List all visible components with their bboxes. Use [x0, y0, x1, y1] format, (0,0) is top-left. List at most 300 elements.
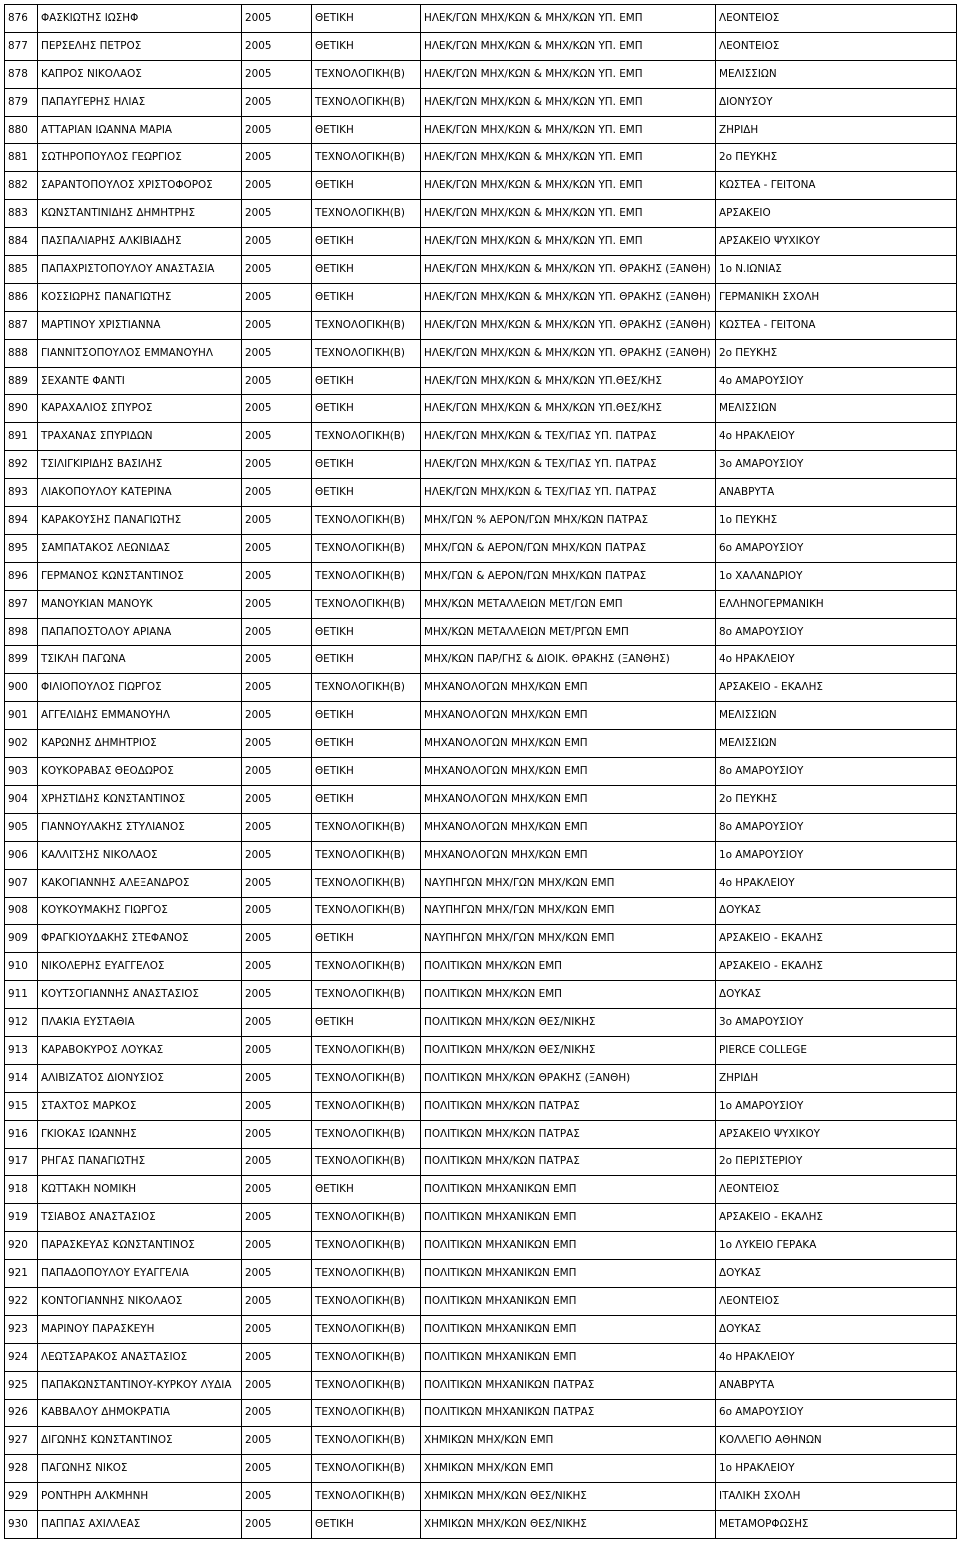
school-cell: 1ο ΛΥΚΕΙΟ ΓΕΡΑΚΑ [716, 1232, 957, 1260]
table-row [5, 283, 957, 311]
year-cell: 2005 [242, 1064, 312, 1092]
department-cell: ΜΗΧΑΝΟΛΟΓΩΝ ΜΗΧ/ΚΩΝ ΕΜΠ [421, 841, 716, 869]
department-cell: ΗΛΕΚ/ΓΩΝ ΜΗΧ/ΚΩΝ & ΜΗΧ/ΚΩΝ ΥΠ. ΕΜΠ [421, 5, 716, 33]
student-name-cell: ΚΟΝΤΟΓΙΑΝΝΗΣ ΝΙΚΟΛΑΟΣ [38, 1287, 242, 1315]
track-cell: ΘΕΤΙΚΗ [312, 758, 421, 786]
row-number-cell: 896 [5, 562, 38, 590]
student-name-cell: ΚΑΚΟΓΙΑΝΝΗΣ ΑΛΕΞΑΝΔΡΟΣ [38, 869, 242, 897]
student-name-cell: ΠΑΠΑΠΟΣΤΟΛΟΥ ΑΡΙΑΝΑ [38, 618, 242, 646]
year-cell: 2005 [242, 1148, 312, 1176]
year-cell: 2005 [242, 88, 312, 116]
department-cell: ΗΛΕΚ/ΓΩΝ ΜΗΧ/ΚΩΝ & ΜΗΧ/ΚΩΝ ΥΠ. ΘΡΑΚΗΣ (ΞΑΝΘΗ) [421, 311, 716, 339]
table-row [5, 200, 957, 228]
row-number-cell: 920 [5, 1232, 38, 1260]
row-number-cell: 929 [5, 1483, 38, 1511]
department-cell: ΠΟΛΙΤΙΚΩΝ ΜΗΧΑΝΙΚΩΝ ΕΜΠ [421, 1176, 716, 1204]
year-cell: 2005 [242, 953, 312, 981]
track-cell: ΤΕΧΝΟΛΟΓΙΚΗ(Β) [312, 869, 421, 897]
table-row [5, 172, 957, 200]
row-number-cell: 879 [5, 88, 38, 116]
track-cell: ΤΕΧΝΟΛΟΓΙΚΗ(Β) [312, 534, 421, 562]
year-cell: 2005 [242, 423, 312, 451]
table-row [5, 1287, 957, 1315]
year-cell: 2005 [242, 646, 312, 674]
row-number-cell: 886 [5, 283, 38, 311]
department-cell: ΠΟΛΙΤΙΚΩΝ ΜΗΧΑΝΙΚΩΝ ΕΜΠ [421, 1232, 716, 1260]
row-number-cell: 903 [5, 758, 38, 786]
school-cell: PIERCE COLLEGE [716, 1036, 957, 1064]
track-cell: ΤΕΧΝΟΛΟΓΙΚΗ(Β) [312, 953, 421, 981]
department-cell: ΗΛΕΚ/ΓΩΝ ΜΗΧ/ΚΩΝ & ΜΗΧ/ΚΩΝ ΥΠ. ΕΜΠ [421, 88, 716, 116]
table-row [5, 1009, 957, 1037]
department-cell: ΠΟΛΙΤΙΚΩΝ ΜΗΧΑΝΙΚΩΝ ΕΜΠ [421, 1343, 716, 1371]
student-name-cell: ΤΣΙΛΙΓΚΙΡΙΔΗΣ ΒΑΣΙΛΗΣ [38, 451, 242, 479]
row-number-cell: 930 [5, 1511, 38, 1539]
student-name-cell: ΑΤΤΑΡΙΑΝ ΙΩΑΝΝΑ ΜΑΡΙΑ [38, 116, 242, 144]
department-cell: ΗΛΕΚ/ΓΩΝ ΜΗΧ/ΚΩΝ & ΜΗΧ/ΚΩΝ ΥΠ.ΘΕΣ/ΚΗΣ [421, 395, 716, 423]
school-cell: ΜΕΛΙΣΣΙΩΝ [716, 60, 957, 88]
department-cell: ΧΗΜΙΚΩΝ ΜΗΧ/ΚΩΝ ΕΜΠ [421, 1455, 716, 1483]
track-cell: ΤΕΧΝΟΛΟΓΙΚΗ(Β) [312, 1287, 421, 1315]
track-cell: ΘΕΤΙΚΗ [312, 702, 421, 730]
year-cell: 2005 [242, 200, 312, 228]
student-name-cell: ΔΙΓΩΝΗΣ ΚΩΝΣΤΑΝΤΙΝΟΣ [38, 1427, 242, 1455]
table-row [5, 1483, 957, 1511]
row-number-cell: 882 [5, 172, 38, 200]
table-row [5, 813, 957, 841]
year-cell: 2005 [242, 897, 312, 925]
table-row [5, 1036, 957, 1064]
row-number-cell: 876 [5, 5, 38, 33]
school-cell: 3ο ΑΜΑΡΟΥΣΙΟΥ [716, 451, 957, 479]
table-row [5, 311, 957, 339]
row-number-cell: 883 [5, 200, 38, 228]
school-cell: ΑΝΑΒΡΥΤΑ [716, 479, 957, 507]
student-name-cell: ΣΕΧΑΝΤΕ ΦΑΝΤΙ [38, 367, 242, 395]
student-name-cell: ΧΡΗΣΤΙΔΗΣ ΚΩΝΣΤΑΝΤΙΝΟΣ [38, 785, 242, 813]
track-cell: ΤΕΧΝΟΛΟΓΙΚΗ(Β) [312, 144, 421, 172]
row-number-cell: 908 [5, 897, 38, 925]
track-cell: ΤΕΧΝΟΛΟΓΙΚΗ(Β) [312, 1427, 421, 1455]
track-cell: ΤΕΧΝΟΛΟΓΙΚΗ(Β) [312, 200, 421, 228]
school-cell: ΑΝΑΒΡΥΤΑ [716, 1371, 957, 1399]
school-cell: ΚΟΛΛΕΓΙΟ ΑΘΗΝΩΝ [716, 1427, 957, 1455]
table-row [5, 1260, 957, 1288]
track-cell: ΤΕΧΝΟΛΟΓΙΚΗ(Β) [312, 897, 421, 925]
year-cell: 2005 [242, 869, 312, 897]
row-number-cell: 884 [5, 228, 38, 256]
table-row [5, 116, 957, 144]
row-number-cell: 921 [5, 1260, 38, 1288]
student-name-cell: ΦΙΛΙΟΠΟΥΛΟΣ ΓΙΩΡΓΟΣ [38, 674, 242, 702]
track-cell: ΤΕΧΝΟΛΟΓΙΚΗ(Β) [312, 423, 421, 451]
table-row [5, 339, 957, 367]
school-cell: ΑΡΣΑΚΕΙΟ - ΕΚΑΛΗΣ [716, 674, 957, 702]
row-number-cell: 918 [5, 1176, 38, 1204]
year-cell: 2005 [242, 785, 312, 813]
track-cell: ΘΕΤΙΚΗ [312, 395, 421, 423]
year-cell: 2005 [242, 60, 312, 88]
year-cell: 2005 [242, 981, 312, 1009]
track-cell: ΤΕΧΝΟΛΟΓΙΚΗ(Β) [312, 1343, 421, 1371]
year-cell: 2005 [242, 841, 312, 869]
school-cell: 8ο ΑΜΑΡΟΥΣΙΟΥ [716, 813, 957, 841]
school-cell: ΔΟΥΚΑΣ [716, 1260, 957, 1288]
table-row [5, 1120, 957, 1148]
table-row [5, 562, 957, 590]
school-cell: 1ο ΧΑΛΑΝΔΡΙΟΥ [716, 562, 957, 590]
year-cell: 2005 [242, 674, 312, 702]
year-cell: 2005 [242, 730, 312, 758]
row-number-cell: 907 [5, 869, 38, 897]
table-row [5, 1092, 957, 1120]
department-cell: ΠΟΛΙΤΙΚΩΝ ΜΗΧΑΝΙΚΩΝ ΕΜΠ [421, 1260, 716, 1288]
department-cell: ΜΗΧ/ΚΩΝ ΜΕΤΑΛΛΕΙΩΝ ΜΕΤ/ΓΩΝ ΕΜΠ [421, 590, 716, 618]
school-cell: ΙΤΑΛΙΚΗ ΣΧΟΛΗ [716, 1483, 957, 1511]
track-cell: ΘΕΤΙΚΗ [312, 1511, 421, 1539]
department-cell: ΗΛΕΚ/ΓΩΝ ΜΗΧ/ΚΩΝ & ΜΗΧ/ΚΩΝ ΥΠ. ΘΡΑΚΗΣ (ΞΑΝΘΗ) [421, 283, 716, 311]
year-cell: 2005 [242, 395, 312, 423]
department-cell: ΗΛΕΚ/ΓΩΝ ΜΗΧ/ΚΩΝ & ΜΗΧ/ΚΩΝ ΥΠ. ΘΡΑΚΗΣ (ΞΑΝΘΗ) [421, 256, 716, 284]
student-name-cell: ΠΑΠΑΧΡΙΣΤΟΠΟΥΛΟΥ ΑΝΑΣΤΑΣΙΑ [38, 256, 242, 284]
year-cell: 2005 [242, 507, 312, 535]
year-cell: 2005 [242, 1204, 312, 1232]
table-row [5, 869, 957, 897]
student-name-cell: ΚΑΡΑΚΟΥΣΗΣ ΠΑΝΑΓΙΩΤΗΣ [38, 507, 242, 535]
track-cell: ΤΕΧΝΟΛΟΓΙΚΗ(Β) [312, 88, 421, 116]
department-cell: ΜΗΧΑΝΟΛΟΓΩΝ ΜΗΧ/ΚΩΝ ΕΜΠ [421, 758, 716, 786]
student-name-cell: ΠΑΠΑΥΓΕΡΗΣ ΗΛΙΑΣ [38, 88, 242, 116]
department-cell: ΠΟΛΙΤΙΚΩΝ ΜΗΧΑΝΙΚΩΝ ΕΜΠ [421, 1315, 716, 1343]
student-name-cell: ΠΕΡΣΕΛΗΣ ΠΕΤΡΟΣ [38, 32, 242, 60]
department-cell: ΜΗΧ/ΚΩΝ ΠΑΡ/ΓΗΣ & ΔΙΟΙΚ. ΘΡΑΚΗΣ (ΞΑΝΘΗΣ) [421, 646, 716, 674]
student-name-cell: ΑΓΓΕΛΙΔΗΣ ΕΜΜΑΝΟΥΗΛ [38, 702, 242, 730]
school-cell: ΚΩΣΤΕΑ - ΓΕΙΤΟΝΑ [716, 172, 957, 200]
track-cell: ΤΕΧΝΟΛΟΓΙΚΗ(Β) [312, 813, 421, 841]
year-cell: 2005 [242, 1455, 312, 1483]
student-name-cell: ΚΑΡΑΧΑΛΙΟΣ ΣΠΥΡΟΣ [38, 395, 242, 423]
track-cell: ΘΕΤΙΚΗ [312, 646, 421, 674]
row-number-cell: 894 [5, 507, 38, 535]
row-number-cell: 891 [5, 423, 38, 451]
year-cell: 2005 [242, 311, 312, 339]
year-cell: 2005 [242, 32, 312, 60]
school-cell: 4ο ΑΜΑΡΟΥΣΙΟΥ [716, 367, 957, 395]
table-row [5, 897, 957, 925]
track-cell: ΤΕΧΝΟΛΟΓΙΚΗ(Β) [312, 1232, 421, 1260]
student-name-cell: ΡΟΝΤΗΡΗ ΑΛΚΜΗΝΗ [38, 1483, 242, 1511]
department-cell: ΗΛΕΚ/ΓΩΝ ΜΗΧ/ΚΩΝ & ΜΗΧ/ΚΩΝ ΥΠ. ΕΜΠ [421, 32, 716, 60]
department-cell: ΗΛΕΚ/ΓΩΝ ΜΗΧ/ΚΩΝ & ΜΗΧ/ΚΩΝ ΥΠ. ΕΜΠ [421, 200, 716, 228]
department-cell: ΠΟΛΙΤΙΚΩΝ ΜΗΧΑΝΙΚΩΝ ΕΜΠ [421, 1204, 716, 1232]
row-number-cell: 885 [5, 256, 38, 284]
track-cell: ΘΕΤΙΚΗ [312, 283, 421, 311]
table-row [5, 1232, 957, 1260]
year-cell: 2005 [242, 1399, 312, 1427]
table-row [5, 423, 957, 451]
track-cell: ΘΕΤΙΚΗ [312, 925, 421, 953]
department-cell: ΠΟΛΙΤΙΚΩΝ ΜΗΧΑΝΙΚΩΝ ΠΑΤΡΑΣ [421, 1371, 716, 1399]
year-cell: 2005 [242, 813, 312, 841]
student-name-cell: ΣΑΜΠΑΤΑΚΟΣ ΛΕΩΝΙΔΑΣ [38, 534, 242, 562]
department-cell: ΜΗΧ/ΓΩΝ & ΑΕΡΟΝ/ΓΩΝ ΜΗΧ/ΚΩΝ ΠΑΤΡΑΣ [421, 562, 716, 590]
department-cell: ΝΑΥΠΗΓΩΝ ΜΗΧ/ΓΩΝ ΜΗΧ/ΚΩΝ ΕΜΠ [421, 897, 716, 925]
track-cell: ΘΕΤΙΚΗ [312, 730, 421, 758]
table-row [5, 228, 957, 256]
track-cell: ΤΕΧΝΟΛΟΓΙΚΗ(Β) [312, 339, 421, 367]
student-name-cell: ΣΤΑΧΤΟΣ ΜΑΡΚΟΣ [38, 1092, 242, 1120]
student-name-cell: ΚΟΣΣΙΩΡΗΣ ΠΑΝΑΓΙΩΤΗΣ [38, 283, 242, 311]
table-row [5, 1427, 957, 1455]
row-number-cell: 900 [5, 674, 38, 702]
track-cell: ΤΕΧΝΟΛΟΓΙΚΗ(Β) [312, 1064, 421, 1092]
student-name-cell: ΑΛΙΒΙΖΑΤΟΣ ΔΙΟΝΥΣΙΟΣ [38, 1064, 242, 1092]
department-cell: ΗΛΕΚ/ΓΩΝ ΜΗΧ/ΚΩΝ & ΜΗΧ/ΚΩΝ ΥΠ. ΕΜΠ [421, 144, 716, 172]
track-cell: ΤΕΧΝΟΛΟΓΙΚΗ(Β) [312, 1315, 421, 1343]
student-name-cell: ΚΑΒΒΑΛΟΥ ΔΗΜΟΚΡΑΤΙΑ [38, 1399, 242, 1427]
student-name-cell: ΠΑΓΩΝΗΣ ΝΙΚΟΣ [38, 1455, 242, 1483]
table-row [5, 1343, 957, 1371]
track-cell: ΘΕΤΙΚΗ [312, 228, 421, 256]
row-number-cell: 892 [5, 451, 38, 479]
school-cell: 1ο ΠΕΥΚΗΣ [716, 507, 957, 535]
department-cell: ΜΗΧ/ΓΩΝ % ΑΕΡΟΝ/ΓΩΝ ΜΗΧ/ΚΩΝ ΠΑΤΡΑΣ [421, 507, 716, 535]
track-cell: ΤΕΧΝΟΛΟΓΙΚΗ(Β) [312, 1371, 421, 1399]
department-cell: ΗΛΕΚ/ΓΩΝ ΜΗΧ/ΚΩΝ & ΜΗΧ/ΚΩΝ ΥΠ. ΕΜΠ [421, 172, 716, 200]
year-cell: 2005 [242, 562, 312, 590]
table-row [5, 451, 957, 479]
table-row [5, 367, 957, 395]
school-cell: 1ο ΑΜΑΡΟΥΣΙΟΥ [716, 1092, 957, 1120]
school-cell: ΔΟΥΚΑΣ [716, 897, 957, 925]
table-row [5, 534, 957, 562]
school-cell: 8ο ΑΜΑΡΟΥΣΙΟΥ [716, 618, 957, 646]
school-cell: 6ο ΑΜΑΡΟΥΣΙΟΥ [716, 534, 957, 562]
admissions-table [4, 4, 957, 1539]
department-cell: ΠΟΛΙΤΙΚΩΝ ΜΗΧ/ΚΩΝ ΕΜΠ [421, 981, 716, 1009]
school-cell: 4ο ΗΡΑΚΛΕΙΟΥ [716, 423, 957, 451]
year-cell: 2005 [242, 228, 312, 256]
school-cell: ΖΗΡΙΔΗ [716, 116, 957, 144]
department-cell: ΗΛΕΚ/ΓΩΝ ΜΗΧ/ΚΩΝ & ΜΗΧ/ΚΩΝ ΥΠ. ΕΜΠ [421, 116, 716, 144]
row-number-cell: 922 [5, 1287, 38, 1315]
department-cell: ΠΟΛΙΤΙΚΩΝ ΜΗΧ/ΚΩΝ ΕΜΠ [421, 953, 716, 981]
track-cell: ΘΕΤΙΚΗ [312, 785, 421, 813]
department-cell: ΗΛΕΚ/ΓΩΝ ΜΗΧ/ΚΩΝ & ΜΗΧ/ΚΩΝ ΥΠ. ΕΜΠ [421, 228, 716, 256]
student-name-cell: ΜΑΝΟΥΚΙΑΝ ΜΑΝΟΥΚ [38, 590, 242, 618]
year-cell: 2005 [242, 1287, 312, 1315]
student-name-cell: ΓΙΑΝΝΙΤΣΟΠΟΥΛΟΣ ΕΜΜΑΝΟΥΗΛ [38, 339, 242, 367]
table-row [5, 256, 957, 284]
student-name-cell: ΚΟΥΚΟΡΑΒΑΣ ΘΕΟΔΩΡΟΣ [38, 758, 242, 786]
track-cell: ΤΕΧΝΟΛΟΓΙΚΗ(Β) [312, 590, 421, 618]
track-cell: ΘΕΤΙΚΗ [312, 1009, 421, 1037]
year-cell: 2005 [242, 1511, 312, 1539]
row-number-cell: 916 [5, 1120, 38, 1148]
row-number-cell: 925 [5, 1371, 38, 1399]
department-cell: ΧΗΜΙΚΩΝ ΜΗΧ/ΚΩΝ ΘΕΣ/ΝΙΚΗΣ [421, 1483, 716, 1511]
track-cell: ΘΕΤΙΚΗ [312, 32, 421, 60]
row-number-cell: 890 [5, 395, 38, 423]
table-row [5, 395, 957, 423]
table-row [5, 1064, 957, 1092]
school-cell: 2ο ΠΕΥΚΗΣ [716, 785, 957, 813]
row-number-cell: 923 [5, 1315, 38, 1343]
school-cell: ΜΕΛΙΣΣΙΩΝ [716, 395, 957, 423]
row-number-cell: 899 [5, 646, 38, 674]
school-cell: ΜΕΛΙΣΣΙΩΝ [716, 702, 957, 730]
student-name-cell: ΚΟΥΤΣΟΓΙΑΝΝΗΣ ΑΝΑΣΤΑΣΙΟΣ [38, 981, 242, 1009]
row-number-cell: 902 [5, 730, 38, 758]
department-cell: ΠΟΛΙΤΙΚΩΝ ΜΗΧ/ΚΩΝ ΘΕΣ/ΝΙΚΗΣ [421, 1036, 716, 1064]
table-row [5, 1455, 957, 1483]
school-cell: 2ο ΠΕΥΚΗΣ [716, 144, 957, 172]
table-row [5, 144, 957, 172]
year-cell: 2005 [242, 1343, 312, 1371]
department-cell: ΗΛΕΚ/ΓΩΝ ΜΗΧ/ΚΩΝ & ΜΗΧ/ΚΩΝ ΥΠ. ΘΡΑΚΗΣ (ΞΑΝΘΗ) [421, 339, 716, 367]
row-number-cell: 877 [5, 32, 38, 60]
track-cell: ΤΕΧΝΟΛΟΓΙΚΗ(Β) [312, 311, 421, 339]
year-cell: 2005 [242, 116, 312, 144]
track-cell: ΤΕΧΝΟΛΟΓΙΚΗ(Β) [312, 1483, 421, 1511]
student-name-cell: ΜΑΡΤΙΝΟΥ ΧΡΙΣΤΙΑΝΝΑ [38, 311, 242, 339]
table-row [5, 1371, 957, 1399]
student-name-cell: ΚΑΛΛΙΤΣΗΣ ΝΙΚΟΛΑΟΣ [38, 841, 242, 869]
table-row [5, 1511, 957, 1539]
table-row [5, 479, 957, 507]
table-row [5, 88, 957, 116]
student-name-cell: ΠΑΠΠΑΣ ΑΧΙΛΛΕΑΣ [38, 1511, 242, 1539]
row-number-cell: 919 [5, 1204, 38, 1232]
table-row [5, 60, 957, 88]
school-cell: 1ο Ν.ΙΩΝΙΑΣ [716, 256, 957, 284]
student-name-cell: ΛΙΑΚΟΠΟΥΛΟΥ ΚΑΤΕΡΙΝΑ [38, 479, 242, 507]
year-cell: 2005 [242, 1009, 312, 1037]
student-name-cell: ΚΑΠΡΟΣ ΝΙΚΟΛΑΟΣ [38, 60, 242, 88]
track-cell: ΤΕΧΝΟΛΟΓΙΚΗ(Β) [312, 1399, 421, 1427]
student-name-cell: ΚΟΥΚΟΥΜΑΚΗΣ ΓΙΩΡΓΟΣ [38, 897, 242, 925]
track-cell: ΤΕΧΝΟΛΟΓΙΚΗ(Β) [312, 507, 421, 535]
document-page [4, 4, 956, 1539]
department-cell: ΜΗΧΑΝΟΛΟΓΩΝ ΜΗΧ/ΚΩΝ ΕΜΠ [421, 785, 716, 813]
department-cell: ΠΟΛΙΤΙΚΩΝ ΜΗΧ/ΚΩΝ ΘΡΑΚΗΣ (ΞΑΝΘΗ) [421, 1064, 716, 1092]
school-cell: ΓΕΡΜΑΝΙΚΗ ΣΧΟΛΗ [716, 283, 957, 311]
row-number-cell: 889 [5, 367, 38, 395]
student-name-cell: ΚΩΝΣΤΑΝΤΙΝΙΔΗΣ ΔΗΜΗΤΡΗΣ [38, 200, 242, 228]
school-cell: 2ο ΠΕΥΚΗΣ [716, 339, 957, 367]
school-cell: ΛΕΟΝΤΕΙΟΣ [716, 32, 957, 60]
school-cell: ΜΕΛΙΣΣΙΩΝ [716, 730, 957, 758]
year-cell: 2005 [242, 618, 312, 646]
year-cell: 2005 [242, 1427, 312, 1455]
student-name-cell: ΚΑΡΩΝΗΣ ΔΗΜΗΤΡΙΟΣ [38, 730, 242, 758]
department-cell: ΧΗΜΙΚΩΝ ΜΗΧ/ΚΩΝ ΘΕΣ/ΝΙΚΗΣ [421, 1511, 716, 1539]
student-name-cell: ΠΑΠΑΚΩΝΣΤΑΝΤΙΝΟΥ-ΚΥΡΚΟΥ ΛΥΔΙΑ [38, 1371, 242, 1399]
student-name-cell: ΦΡΑΓΚΙΟΥΔΑΚΗΣ ΣΤΕΦΑΝΟΣ [38, 925, 242, 953]
track-cell: ΘΕΤΙΚΗ [312, 256, 421, 284]
track-cell: ΘΕΤΙΚΗ [312, 116, 421, 144]
school-cell: ΑΡΣΑΚΕΙΟ [716, 200, 957, 228]
table-row [5, 953, 957, 981]
student-name-cell: ΡΗΓΑΣ ΠΑΝΑΓΙΩΤΗΣ [38, 1148, 242, 1176]
student-name-cell: ΠΑΠΑΔΟΠΟΥΛΟΥ ΕΥΑΓΓΕΛΙΑ [38, 1260, 242, 1288]
department-cell: ΠΟΛΙΤΙΚΩΝ ΜΗΧ/ΚΩΝ ΠΑΤΡΑΣ [421, 1148, 716, 1176]
row-number-cell: 910 [5, 953, 38, 981]
school-cell: 4ο ΗΡΑΚΛΕΙΟΥ [716, 869, 957, 897]
year-cell: 2005 [242, 1176, 312, 1204]
track-cell: ΤΕΧΝΟΛΟΓΙΚΗ(Β) [312, 1455, 421, 1483]
department-cell: ΜΗΧΑΝΟΛΟΓΩΝ ΜΗΧ/ΚΩΝ ΕΜΠ [421, 702, 716, 730]
row-number-cell: 888 [5, 339, 38, 367]
student-name-cell: ΓΕΡΜΑΝΟΣ ΚΩΝΣΤΑΝΤΙΝΟΣ [38, 562, 242, 590]
table-row [5, 1204, 957, 1232]
table-row [5, 618, 957, 646]
year-cell: 2005 [242, 283, 312, 311]
department-cell: ΠΟΛΙΤΙΚΩΝ ΜΗΧΑΝΙΚΩΝ ΠΑΤΡΑΣ [421, 1399, 716, 1427]
school-cell: 1ο ΗΡΑΚΛΕΙΟΥ [716, 1455, 957, 1483]
row-number-cell: 924 [5, 1343, 38, 1371]
student-name-cell: ΚΩΤΤΑΚΗ ΝΟΜΙΚΗ [38, 1176, 242, 1204]
year-cell: 2005 [242, 1315, 312, 1343]
track-cell: ΘΕΤΙΚΗ [312, 1176, 421, 1204]
table-row [5, 590, 957, 618]
year-cell: 2005 [242, 256, 312, 284]
track-cell: ΘΕΤΙΚΗ [312, 5, 421, 33]
table-row [5, 785, 957, 813]
department-cell: ΗΛΕΚ/ΓΩΝ ΜΗΧ/ΚΩΝ & ΜΗΧ/ΚΩΝ ΥΠ.ΘΕΣ/ΚΗΣ [421, 367, 716, 395]
table-row [5, 730, 957, 758]
school-cell: ΔΟΥΚΑΣ [716, 1315, 957, 1343]
year-cell: 2005 [242, 925, 312, 953]
department-cell: ΗΛΕΚ/ΓΩΝ ΜΗΧ/ΚΩΝ & ΤΕΧ/ΓΙΑΣ ΥΠ. ΠΑΤΡΑΣ [421, 423, 716, 451]
school-cell: ΔΙΟΝΥΣΟΥ [716, 88, 957, 116]
student-name-cell: ΜΑΡΙΝΟΥ ΠΑΡΑΣΚΕΥΗ [38, 1315, 242, 1343]
department-cell: ΗΛΕΚ/ΓΩΝ ΜΗΧ/ΚΩΝ & ΤΕΧ/ΓΙΑΣ ΥΠ. ΠΑΤΡΑΣ [421, 479, 716, 507]
school-cell: 6ο ΑΜΑΡΟΥΣΙΟΥ [716, 1399, 957, 1427]
row-number-cell: 897 [5, 590, 38, 618]
year-cell: 2005 [242, 479, 312, 507]
row-number-cell: 887 [5, 311, 38, 339]
student-name-cell: ΝΙΚΟΛΕΡΗΣ ΕΥΑΓΓΕΛΟΣ [38, 953, 242, 981]
school-cell: ΑΡΣΑΚΕΙΟ - ΕΚΑΛΗΣ [716, 1204, 957, 1232]
track-cell: ΘΕΤΙΚΗ [312, 451, 421, 479]
row-number-cell: 928 [5, 1455, 38, 1483]
school-cell: ΑΡΣΑΚΕΙΟ ΨΥΧΙΚΟΥ [716, 228, 957, 256]
department-cell: ΠΟΛΙΤΙΚΩΝ ΜΗΧ/ΚΩΝ ΠΑΤΡΑΣ [421, 1092, 716, 1120]
row-number-cell: 881 [5, 144, 38, 172]
school-cell: ΛΕΟΝΤΕΙΟΣ [716, 1176, 957, 1204]
row-number-cell: 901 [5, 702, 38, 730]
table-row [5, 1148, 957, 1176]
row-number-cell: 893 [5, 479, 38, 507]
table-row [5, 981, 957, 1009]
department-cell: ΗΛΕΚ/ΓΩΝ ΜΗΧ/ΚΩΝ & ΤΕΧ/ΓΙΑΣ ΥΠ. ΠΑΤΡΑΣ [421, 451, 716, 479]
department-cell: ΝΑΥΠΗΓΩΝ ΜΗΧ/ΓΩΝ ΜΗΧ/ΚΩΝ ΕΜΠ [421, 869, 716, 897]
student-name-cell: ΤΣΙΚΛΗ ΠΑΓΩΝΑ [38, 646, 242, 674]
student-name-cell: ΓΙΑΝΝΟΥΛΑΚΗΣ ΣΤΥΛΙΑΝΟΣ [38, 813, 242, 841]
school-cell: 1ο ΑΜΑΡΟΥΣΙΟΥ [716, 841, 957, 869]
row-number-cell: 926 [5, 1399, 38, 1427]
school-cell: 4ο ΗΡΑΚΛΕΙΟΥ [716, 646, 957, 674]
year-cell: 2005 [242, 1483, 312, 1511]
department-cell: ΧΗΜΙΚΩΝ ΜΗΧ/ΚΩΝ ΕΜΠ [421, 1427, 716, 1455]
row-number-cell: 914 [5, 1064, 38, 1092]
year-cell: 2005 [242, 1120, 312, 1148]
department-cell: ΠΟΛΙΤΙΚΩΝ ΜΗΧΑΝΙΚΩΝ ΕΜΠ [421, 1287, 716, 1315]
row-number-cell: 880 [5, 116, 38, 144]
row-number-cell: 904 [5, 785, 38, 813]
student-name-cell: ΦΑΣΚΙΩΤΗΣ ΙΩΣΗΦ [38, 5, 242, 33]
